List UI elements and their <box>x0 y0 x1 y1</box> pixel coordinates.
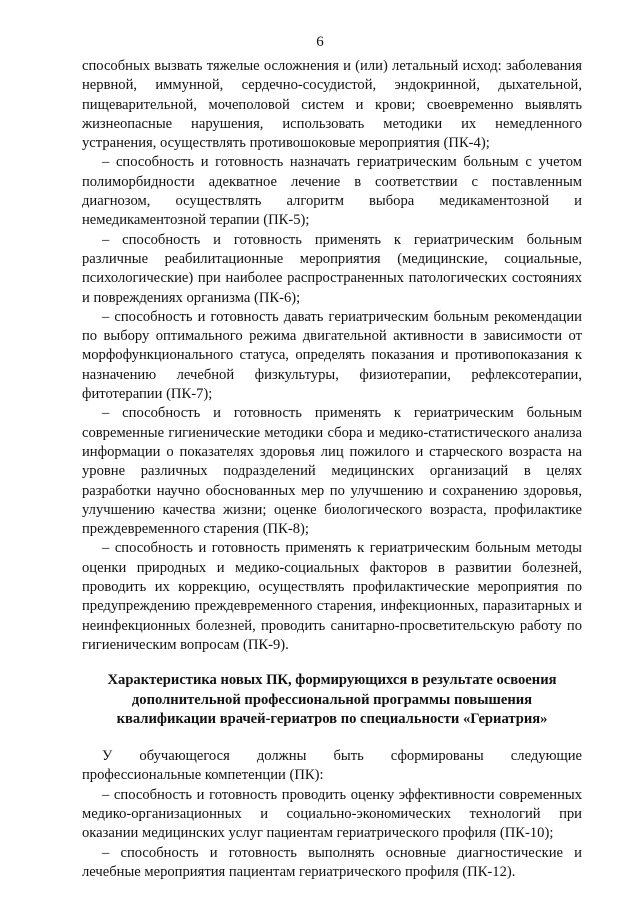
paragraph-pk6: – способность и готовность применять к гериатрическим больным различные реабилитационные мероприятия (медицинские, социальные, психологические) при наиболее распространенных патологических состояниях и повреждениях организма (ПК-6); <box>82 231 582 306</box>
paragraph-pk8: – способность и готовность применять к гериатрическим больным современные гигиенические методики сбора и медико-статистического анализа информации о показателях здоровья лиц пожилого и старческого возраста на уровне различных подразделений медицинских организаций в целях разработки научно обоснованных мер по улучшению и сохранению здоровья, улучшению качества жизни; оценке биологического возраста, профилактике преждевременного старения (ПК-8); <box>82 405 582 538</box>
paragraph-pk12: – способность и готовность выполнять основные диагностические и лечебные мероприятия пациентам гериатрического профиля (ПК-12). <box>82 844 582 880</box>
paragraph-pk10: – способность и готовность проводить оценку эффективности современных медико-организационных и социально-экономических технологий при оказании медицинских услуг пациентам гериатрического профиля (ПК-10); <box>82 786 582 842</box>
paragraph-continuation-pk4: способных вызвать тяжелые осложнения и (или) летальный исход: заболевания нервной, иммунной, сердечно-сосудистой, эндокринной, дыхательной, пищеварительной, мочеполовой систем и крови; своевременно выявлять жизнеопасные нарушения, использовать методики их немедленного устранения, осуществлять противошоковые мероприятия (ПК-4); <box>82 58 582 152</box>
paragraph-pk7: – способность и готовность давать гериатрическим больным рекомендации по выбору оптимального режима двигательной активности в зависимости от морфофункционального статуса, определять показания и противопоказания к назначению лечебной физкультуры, физиотерапии, рефлексотерапии, фитотерапии (ПК-7); <box>82 308 582 403</box>
paragraph-pk9: – способность и готовность применять к гериатрическим больным методы оценки природных и медико-социальных факторов в развитии болезней, проводить их коррекцию, осуществлять профилактические мероприятия по предупреждению преждевременного старения, инфекционных, паразитарных и неинфекционных болезней, проводить санитарно-просветительскую работу по гигиеническим вопросам (ПК-9). <box>82 540 582 653</box>
paragraph-pk5: – способность и готовность назначать гериатрическим больным с учетом полиморбидности адекватное лечение в соответствии с поставленным диагнозом, осуществлять алгоритм выбора медикаментозной и немедикаментозной терапии (ПК-5); <box>82 154 582 229</box>
section-heading: Характеристика новых ПК, формирующихся в результате освоения дополнительной профессиональной программы повышения квалификации врачей-гериатров по специальности «Гериатрия» <box>107 672 557 727</box>
intro-paragraph: У обучающегося должны быть сформированы следующие профессиональные компетенции (ПК): <box>82 748 582 784</box>
page-number: 6 <box>316 34 324 50</box>
document-body <box>82 57 582 882</box>
